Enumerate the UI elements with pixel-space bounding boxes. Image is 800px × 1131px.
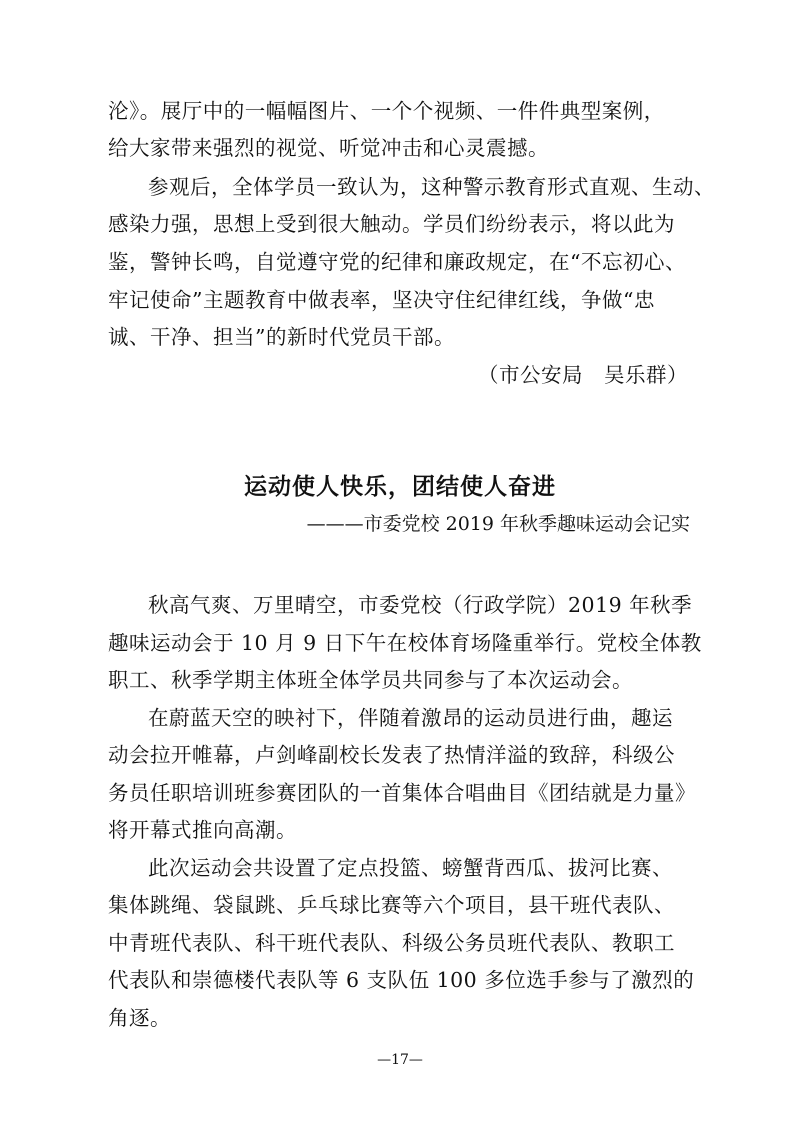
- paragraph-line: 动会拉开帷幕，卢剑峰副校长发表了热情洋溢的致辞，科级公: [108, 743, 675, 767]
- paragraph-line: 牢记使命”主题教育中做表率，坚决守住纪律红线，争做“忠: [108, 288, 655, 312]
- paragraph-line: 给大家带来强烈的视觉、听觉冲击和心灵震撼。: [108, 136, 549, 160]
- paragraph-line: 参观后，全体学员一致认为，这种警示教育形式直观、生动、: [148, 175, 715, 199]
- paragraph-line: 在蔚蓝天空的映衬下，伴随着激昂的运动员进行曲，趣运: [148, 706, 673, 730]
- article-title: 运动使人快乐，团结使人奋进: [244, 474, 556, 500]
- paragraph-line: 趣味运动会于 10 月 9 日下午在校体育场隆重举行。党校全体教: [108, 631, 702, 655]
- paragraph-line: 将开幕式推向高潮。: [108, 818, 297, 842]
- paragraph-line: 感染力强，思想上受到很大触动。学员们纷纷表示，将以此为: [108, 212, 675, 236]
- paragraph-line: 此次运动会共设置了定点投篮、螃蟹背西瓜、拔河比赛、: [148, 856, 673, 880]
- paragraph-line: 角逐。: [108, 1006, 171, 1030]
- paragraph-line: 职工、秋季学期主体班全体学员共同参与了本次运动会。: [108, 668, 633, 692]
- paragraph-line: 沦》。展厅中的一幅幅图片、一个个视频、一件件典型案例，: [108, 99, 665, 123]
- paragraph-line: 诚、干净、担当”的新时代党员干部。: [108, 325, 455, 349]
- page-number: —17—: [377, 1052, 423, 1068]
- paragraph-line: 集体跳绳、袋鼠跳、乒乓球比赛等六个项目，县干班代表队、: [108, 893, 675, 917]
- paragraph-line: 中青班代表队、科干班代表队、科级公务员班代表队、教职工: [108, 931, 675, 955]
- paragraph-line: 代表队和崇德楼代表队等 6 支队伍 100 多位选手参与了激烈的: [108, 968, 695, 992]
- article-subtitle: ———市委党校 2019 年秋季趣味运动会记实: [306, 513, 690, 535]
- paragraph-line: 秋高气爽、万里晴空，市委党校（行政学院）2019 年秋季: [148, 593, 693, 617]
- paragraph-line: 鉴，警钟长鸣，自觉遵守党的纪律和廉政规定，在“不忘初心、: [108, 250, 686, 274]
- paragraph-line: 务员任职培训班参赛团队的一首集体合唱曲目《团结就是力量》: [108, 781, 696, 805]
- author-byline: （市公安局 吴乐群）: [478, 363, 688, 387]
